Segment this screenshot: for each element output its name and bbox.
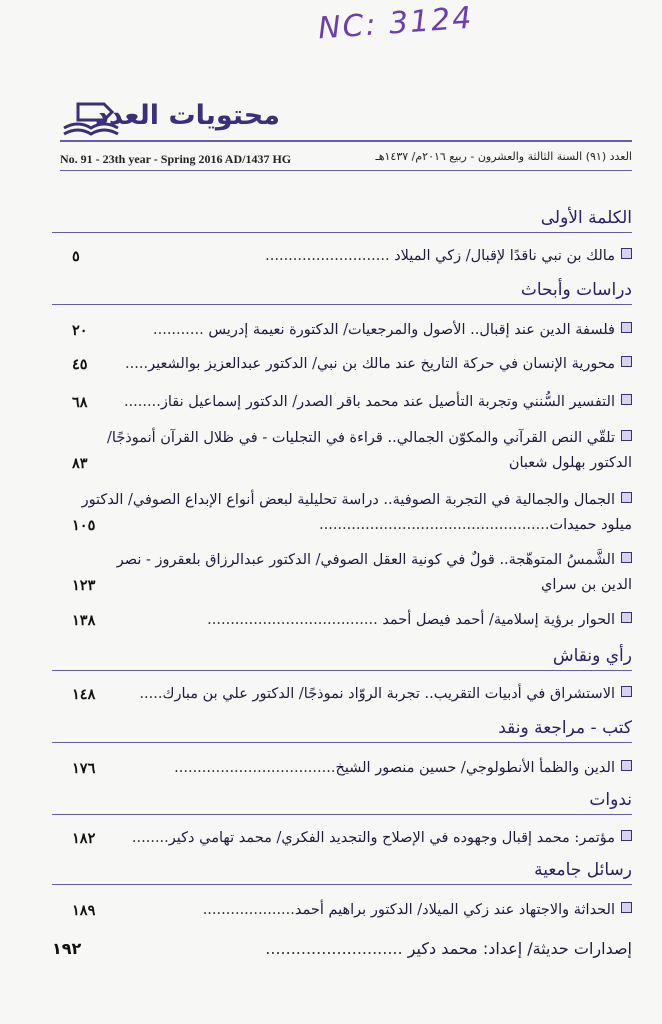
toc-entry-new-releases[interactable]: [52, 936, 632, 961]
toc-entry[interactable]: [72, 898, 632, 923]
section-books: [52, 718, 632, 743]
leader-dots: .....................................: [207, 612, 378, 628]
handwritten-note: NC: 3124: [316, 0, 475, 47]
section-rule: [52, 814, 632, 815]
leader-dots: ........: [123, 394, 161, 410]
toc-entry[interactable]: [72, 244, 632, 269]
section-seminars: [52, 790, 632, 815]
entry-title: الحداثة والاجتهاد عند زكي الميلاد/ الدكتور براهيم أحمد: [294, 902, 615, 918]
bullet-icon: [621, 430, 632, 441]
toc-entry[interactable]: [72, 608, 632, 633]
bullet-icon: [621, 248, 632, 259]
toc-entry[interactable]: [72, 548, 632, 598]
header-rule: [60, 140, 632, 142]
entry-title: الجمال والجمالية في التجربة الصوفية.. دراسة تحليلية لبعض أنواع الإبداع الصوفي/ الدكتور: [81, 492, 615, 508]
entry-title: تلقّي النص القرآني والمكوّن الجمالي.. قراءة في التجليات - في ظلال القرآن أنموذجًا/: [107, 430, 615, 446]
section-rule: [52, 304, 632, 305]
entry-title: الاستشراق في أدبيات التقريب.. تجربة الروّاد نموذجًا/ الدكتور علي بن مبارك: [162, 686, 615, 702]
section-heading: كتب - مراجعة ونقد: [498, 718, 632, 738]
entry-title-continued: ميلود حميدات: [549, 517, 632, 533]
header-rule-lower: [60, 170, 632, 171]
toc-entry[interactable]: [72, 826, 632, 851]
page-number: ١٨٢: [72, 830, 96, 847]
leader-dots: ..................................................: [319, 517, 550, 533]
bullet-icon: [621, 394, 632, 405]
bullet-icon: [621, 686, 632, 697]
bullet-icon: [621, 356, 632, 367]
leader-dots: ........: [131, 830, 169, 846]
entry-title-continued: الدين بن سراي: [541, 577, 632, 593]
bullet-icon: [621, 492, 632, 503]
entry-title: الدين والظمأ الأنطولوجي/ حسين منصور الشيخ: [335, 760, 615, 776]
toc-entry[interactable]: [72, 426, 632, 476]
section-heading: الكلمة الأولى: [540, 208, 632, 228]
section-opinion: [52, 646, 632, 671]
page-number: ٦٨: [72, 394, 88, 411]
section-rule: [52, 742, 632, 743]
masthead: [60, 98, 640, 142]
bullet-icon: [621, 322, 632, 333]
entry-title: محورية الإنسان في حركة التاريخ عند مالك بن نبي/ الدكتور عبدالعزيز بوالشعير: [148, 356, 615, 372]
leader-dots: .....: [125, 356, 149, 372]
toc-entry[interactable]: [72, 390, 632, 415]
entry-title: الشَّمسُ المتوهّجة.. قولٌ في كونية العقل الصوفي/ الدكتور عبدالرزاق بلعقروز - نصر: [116, 552, 615, 568]
toc-entry[interactable]: [72, 682, 632, 707]
page-number: ٢٠: [72, 322, 88, 339]
leader-dots: ...........................: [265, 248, 390, 264]
bullet-icon: [621, 612, 632, 623]
page-title: محتويات العدد: [94, 100, 280, 131]
section-first-word: [52, 208, 632, 233]
bullet-icon: [621, 830, 632, 841]
page-number: ٨٣: [72, 455, 88, 472]
entry-title: التفسير السُّنني وتجربة التأصيل عند محمد باقر الصدر/ الدكتور إسماعيل نقاز: [160, 394, 615, 410]
section-studies: [52, 280, 632, 305]
bullet-icon: [621, 902, 632, 913]
section-heading: رسائل جامعية: [534, 860, 632, 880]
page-number: ١٨٩: [72, 902, 96, 919]
section-rule: [52, 884, 632, 885]
issue-info-arabic: العدد (٩١) السنة الثالثة والعشرون - ربيع ٢٠١٦م/ ١٤٣٧هـ: [375, 150, 632, 163]
entry-title: مؤتمر: محمد إقبال وجهوده في الإصلاح والتجديد الفكري/ محمد تهامي دكير: [168, 830, 615, 846]
section-heading: رأي ونقاش: [552, 646, 632, 666]
section-rule: [52, 670, 632, 671]
leader-dots: ....................: [202, 902, 295, 918]
toc-entry[interactable]: [72, 488, 632, 538]
leader-dots: ...........................: [265, 939, 403, 958]
entry-title: مالك بن نبي ناقدًا لإقبال/ زكي الميلاد: [394, 248, 615, 264]
page-number: ١٠٥: [72, 517, 96, 534]
bullet-icon: [621, 552, 632, 563]
issue-info-english: No. 91 - 23th year - Spring 2016 AD/1437 HG: [60, 152, 292, 166]
section-heading: ندوات: [589, 790, 632, 810]
bullet-icon: [621, 760, 632, 771]
page-number: ١٩٢: [52, 939, 82, 958]
page-number: ١٢٣: [72, 577, 96, 594]
leader-dots: ...........: [153, 322, 204, 338]
leader-dots: .....: [139, 686, 163, 702]
page-number: ٥: [72, 248, 80, 265]
page-number: ١٧٦: [72, 760, 96, 777]
entry-title: الحوار برؤية إسلامية/ أحمد فيصل أحمد: [382, 612, 615, 628]
section-theses: [52, 860, 632, 885]
page-number: ١٣٨: [72, 612, 96, 629]
toc-entry[interactable]: [72, 756, 632, 781]
page-number: ٤٥: [72, 356, 88, 373]
page-number: ١٤٨: [72, 686, 96, 703]
entry-title-continued: الدكتور بهلول شعبان: [508, 455, 632, 471]
toc-entry[interactable]: [72, 352, 632, 377]
toc-entry[interactable]: [72, 318, 632, 343]
leader-dots: ...................................: [174, 760, 336, 776]
entry-title: إصدارات حديثة/ إعداد: محمد دكير: [407, 939, 632, 958]
entry-title: فلسفة الدين عند إقبال.. الأصول والمرجعيات/ الدكتورة نعيمة إدريس: [208, 322, 615, 338]
section-heading: دراسات وأبحاث: [520, 280, 632, 300]
section-rule: [52, 232, 632, 233]
